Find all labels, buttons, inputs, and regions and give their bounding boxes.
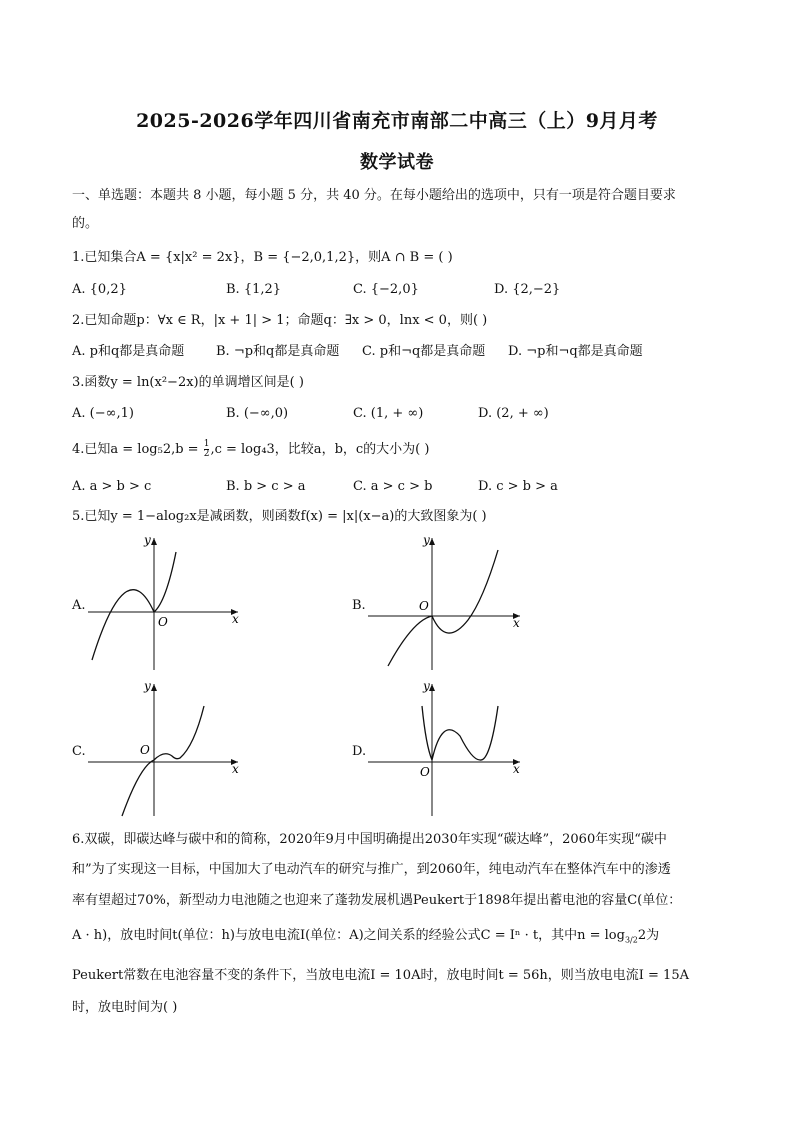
q4-option-d: D. c > b > a — [478, 479, 558, 494]
origin-label: O — [420, 765, 430, 779]
q2-option-d: D. ¬p和¬q都是真命题 — [508, 344, 643, 359]
x-axis-label: x — [513, 762, 520, 776]
question-6-line6: 时，放电时间为( ) — [72, 1000, 178, 1015]
q4-stem-part1: 4.已知a = log₅2,b = — [72, 442, 203, 457]
origin-label: O — [140, 743, 150, 757]
question-6-line4 — [72, 926, 732, 951]
q5-graph-a-label: A. — [72, 598, 86, 613]
function-curve — [422, 706, 498, 760]
q4-stem-part2: ,c = log₄3，比较a，b，c的大小为( ) — [210, 442, 430, 457]
q2-option-c: C. p和¬q都是真命题 — [362, 344, 486, 359]
origin-label: O — [158, 615, 168, 629]
y-axis-label: y — [144, 679, 151, 693]
q4-option-b: B. b > c > a — [226, 479, 306, 494]
question-6-line1: 6.双碳，即碳达峰与碳中和的简称，2020年9月中国明确提出2030年实现“碳达峰”，2060年实现“碳中 — [72, 832, 667, 847]
question-1-stem: 1.已知集合A = {x|x² = 2x}，B = {−2,0,1,2}，则A ∩ B = ( ) — [72, 250, 453, 265]
function-curve — [122, 706, 204, 816]
q2-option-a: A. p和q都是真命题 — [72, 344, 185, 359]
exam-title: 2025-2026学年四川省南充市南部二中高三（上）9月月考 — [136, 110, 658, 132]
function-curve — [388, 550, 498, 666]
y-axis-label: y — [423, 679, 430, 693]
q5-graph-c — [88, 676, 248, 821]
function-curve — [92, 552, 176, 660]
exam-subtitle: 数学试卷 — [360, 152, 434, 173]
question-6-line2: 和”为了实现这一目标，中国加大了电动汽车的研究与推广，到2060年，纯电动汽车在整体汽车中的渗透 — [72, 862, 671, 877]
q1-option-b: B. {1,2} — [226, 282, 282, 297]
section-instructions-line2: 的。 — [72, 216, 99, 231]
question-3-stem: 3.函数y = ln(x²−2x)的单调增区间是( ) — [72, 375, 304, 390]
q5-graph-b-label: B. — [352, 598, 366, 613]
question-6-line5: Peukert常数在电池容量不变的条件下，当放电电流I = 10A时，放电时间t = 56h，则当放电电流I = 15A — [72, 968, 689, 983]
q4-fraction-denominator: 2 — [203, 449, 210, 459]
q3-option-d: D. (2, + ∞) — [478, 406, 549, 421]
y-axis-arrow — [429, 684, 435, 691]
origin-label: O — [419, 599, 429, 613]
question-6-line3: 率有望超过70%，新型动力电池随之也迎来了蓬勃发展机遇Peukert于1898年提出蓄电池的容量C(单位： — [72, 893, 682, 908]
q6-line4-part1: A · h)，放电时间t(单位：h)与放电电流I(单位：A)之间关系的经验公式C = Iⁿ · t，其中n = log — [72, 928, 625, 943]
q5-graph-d — [368, 676, 528, 821]
q4-option-a: A. a > b > c — [72, 479, 152, 494]
q1-option-a: A. {0,2} — [72, 282, 127, 297]
q4-option-c: C. a > c > b — [353, 479, 433, 494]
x-axis-label: x — [232, 762, 239, 776]
q3-option-c: C. (1, + ∞) — [353, 406, 424, 421]
section-instructions-line1: 一、单选题：本题共 8 小题，每小题 5 分，共 40 分。在每小题给出的选项中，只有一项是符合题目要求 — [72, 188, 676, 203]
x-axis-label: x — [232, 612, 239, 626]
q1-option-c: C. {−2,0} — [353, 282, 419, 297]
q4-fraction — [204, 440, 210, 459]
question-5-stem: 5.已知y = 1−alog₂x是减函数，则函数f(x) = |x|(x−a)的大致图象为( ) — [72, 509, 487, 524]
q2-option-b: B. ¬p和q都是真命题 — [216, 344, 340, 359]
y-axis-arrow — [151, 538, 157, 545]
q5-graph-a — [88, 530, 248, 675]
y-axis-arrow — [429, 538, 435, 545]
q4-fraction-numerator: 1 — [203, 439, 210, 449]
y-axis-arrow — [151, 684, 157, 691]
q1-option-d: D. {2,−2} — [494, 282, 561, 297]
q6-line4-part2: 2为 — [637, 928, 660, 943]
q5-graph-b — [368, 530, 528, 675]
q3-option-a: A. (−∞,1) — [72, 406, 134, 421]
y-axis-label: y — [423, 533, 430, 547]
q5-graph-d-label: D. — [352, 744, 367, 759]
y-axis-label: y — [144, 533, 151, 547]
q5-graph-c-label: C. — [72, 744, 86, 759]
question-2-stem: 2.已知命题p：∀x ∈ R，|x + 1| > 1；命题q：∃x > 0，lnx < 0，则( ) — [72, 313, 488, 328]
question-4-stem — [72, 440, 732, 460]
x-axis-label: x — [513, 616, 520, 630]
q6-log-base: 3/2 — [624, 935, 638, 945]
q3-option-b: B. (−∞,0) — [226, 406, 289, 421]
